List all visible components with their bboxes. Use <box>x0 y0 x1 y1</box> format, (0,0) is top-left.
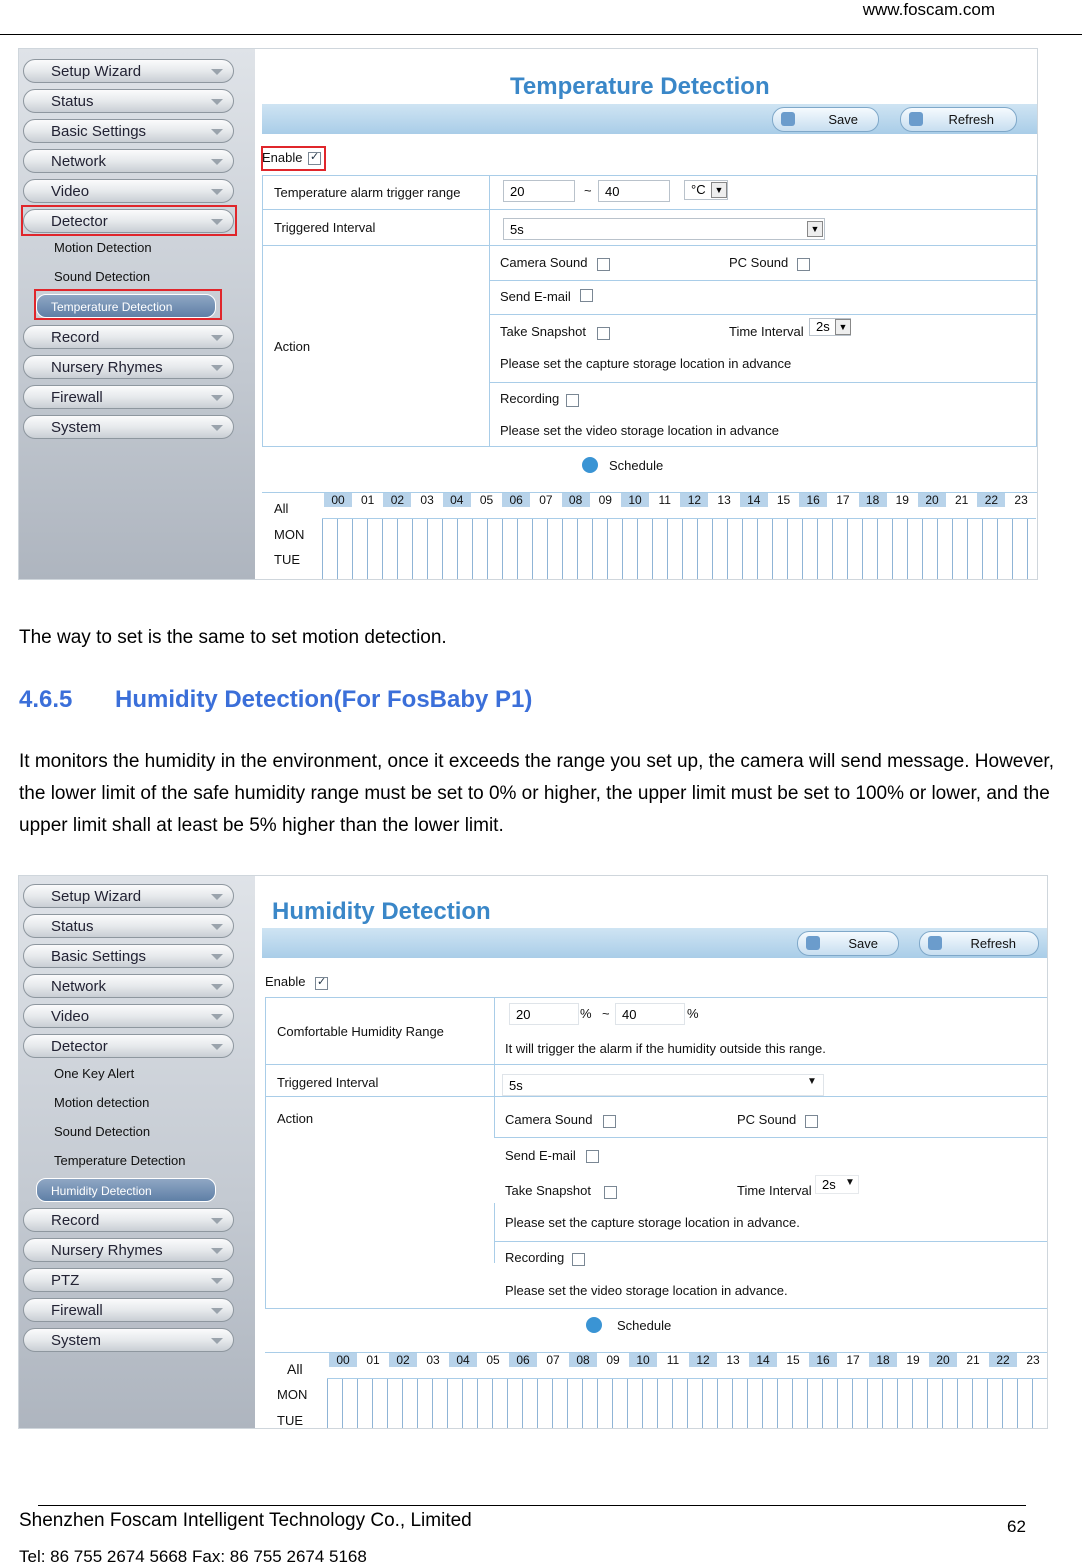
save-icon <box>806 936 820 950</box>
menu-nursery-rhymes[interactable] <box>23 1238 234 1262</box>
menu-label: Nursery Rhymes <box>51 1242 163 1259</box>
menu-basic-settings[interactable] <box>23 119 234 143</box>
schedule-hour[interactable]: 11 <box>658 493 671 507</box>
header-url: www.foscam.com <box>862 0 995 19</box>
footer-contact: Tel: 86 755 2674 5668 Fax: 86 755 2674 5168 <box>19 1547 367 1566</box>
range-low-input[interactable]: 20 <box>509 1003 579 1025</box>
page-number: 62 <box>1007 1517 1026 1536</box>
humidity-detection-screenshot <box>18 875 1048 1429</box>
schedule-hour[interactable]: 00 <box>324 493 352 507</box>
refresh-button[interactable] <box>919 931 1039 956</box>
range-separator: ~ <box>584 183 592 198</box>
schedule-hour[interactable]: 21 <box>955 493 969 507</box>
highlight-enable <box>261 146 326 171</box>
section-heading <box>19 686 532 714</box>
recording-checkbox[interactable] <box>566 394 579 407</box>
chevron-down-icon <box>211 1278 223 1284</box>
chevron-down-icon <box>211 924 223 930</box>
camera-sound-checkbox[interactable] <box>603 1115 616 1128</box>
submenu-sound-detection[interactable]: Sound Detection <box>54 269 151 284</box>
camera-sound-label: Camera Sound <box>500 255 588 270</box>
section-title: Humidity Detection(For FosBaby P1) <box>115 686 533 713</box>
schedule-day[interactable]: TUE <box>274 552 300 567</box>
main-panel <box>262 876 1047 1428</box>
save-button[interactable] <box>772 107 879 132</box>
humidity-range-label: Comfortable Humidity Range <box>277 1024 444 1039</box>
chevron-down-icon <box>211 984 223 990</box>
footer-rule <box>38 1505 1026 1506</box>
menu-label: Basic Settings <box>51 948 147 965</box>
menu-label: Detector <box>51 213 108 230</box>
schedule-hour[interactable]: 00 <box>329 1353 357 1367</box>
chevron-down-icon <box>211 159 223 165</box>
interval-select[interactable]: 5s <box>502 1074 824 1096</box>
chevron-down-icon[interactable]: ▼ <box>835 319 851 335</box>
row-divider <box>489 382 1037 383</box>
menu-label: Setup Wizard <box>51 888 142 905</box>
triggered-interval-label: Triggered Interval <box>277 1075 379 1090</box>
pc-sound-label: PC Sound <box>737 1112 797 1127</box>
menu-network[interactable] <box>23 974 234 998</box>
recording-label: Recording <box>505 1250 565 1265</box>
schedule-grid[interactable] <box>327 1378 1047 1429</box>
schedule-hour[interactable]: 16 <box>799 493 827 507</box>
page-title: Humidity Detection <box>272 898 491 925</box>
schedule-hour[interactable]: 05 <box>479 493 494 507</box>
time-interval-value: 2s <box>822 1177 836 1192</box>
schedule-hour[interactable]: 20 <box>918 493 946 507</box>
pc-sound-checkbox[interactable] <box>805 1115 818 1128</box>
chevron-down-icon <box>211 69 223 75</box>
schedule-icon <box>586 1317 602 1333</box>
temperature-range-label: Temperature alarm trigger range <box>274 185 461 200</box>
submenu-temperature-detection[interactable]: Temperature Detection <box>36 294 216 318</box>
submenu-humidity-detection[interactable]: Humidity Detection <box>36 1178 216 1202</box>
menu-label: Detector <box>51 1038 108 1055</box>
schedule-hour[interactable]: 17 <box>846 1353 860 1367</box>
time-interval-label: Time Interval <box>737 1183 812 1198</box>
schedule-hour[interactable]: 22 <box>977 493 1005 507</box>
camera-sound-label: Camera Sound <box>505 1112 593 1127</box>
menu-label: PTZ <box>51 1272 80 1289</box>
schedule-day[interactable]: MON <box>277 1387 308 1402</box>
menu-network[interactable] <box>23 149 234 173</box>
menu-label: Basic Settings <box>51 123 147 140</box>
schedule-hour[interactable]: 14 <box>740 493 768 507</box>
toolbar <box>262 928 1047 958</box>
save-label: Save <box>848 936 878 951</box>
schedule-hour[interactable]: 08 <box>569 1353 597 1367</box>
submenu-temperature-detection[interactable]: Temperature Detection <box>54 1153 186 1168</box>
menu-status[interactable] <box>23 914 234 938</box>
schedule-icon <box>582 457 598 473</box>
take-snapshot-checkbox[interactable] <box>604 1186 617 1199</box>
chevron-down-icon <box>211 365 223 371</box>
row-divider <box>262 209 1037 210</box>
chevron-down-icon <box>211 189 223 195</box>
schedule-hour[interactable]: 13 <box>726 1353 740 1367</box>
menu-video[interactable] <box>23 179 234 203</box>
range-note: It will trigger the alarm if the humidity outside this range. <box>505 1041 826 1056</box>
submenu-motion-detection[interactable]: Motion Detection <box>54 240 152 255</box>
menu-label: Status <box>51 918 94 935</box>
schedule-hour[interactable]: 08 <box>562 493 590 507</box>
submenu-one-key-alert[interactable]: One Key Alert <box>54 1066 135 1081</box>
send-email-checkbox[interactable] <box>586 1150 599 1163</box>
schedule-hour[interactable]: 22 <box>989 1353 1017 1367</box>
menu-label: System <box>51 1332 102 1349</box>
pc-sound-checkbox[interactable] <box>797 258 810 271</box>
chevron-down-icon[interactable]: ▼ <box>807 221 823 237</box>
schedule-hour[interactable]: 12 <box>680 493 708 507</box>
menu-setup-wizard[interactable] <box>23 884 234 908</box>
chevron-down-icon <box>211 894 223 900</box>
range-separator: ~ <box>602 1006 610 1021</box>
schedule-hour[interactable]: 19 <box>906 1353 920 1367</box>
section-number: 4.6.5 <box>19 686 73 713</box>
snapshot-note: Please set the capture storage location in advance. <box>505 1215 800 1230</box>
range-low-input[interactable]: 20 <box>503 180 575 202</box>
schedule-all[interactable]: All <box>287 1361 303 1377</box>
chevron-down-icon <box>211 129 223 135</box>
highlight-detector <box>21 205 237 236</box>
camera-sound-checkbox[interactable] <box>597 258 610 271</box>
settings-table <box>262 175 1037 447</box>
chevron-down-icon[interactable]: ▼ <box>711 182 727 198</box>
recording-note: Please set the video storage location in advance. <box>505 1283 788 1298</box>
menu-label: Setup Wizard <box>51 63 142 80</box>
row-divider <box>489 280 1037 281</box>
percent-sign: % <box>580 1006 592 1021</box>
schedule-hour[interactable]: 20 <box>929 1353 957 1367</box>
schedule-hour[interactable]: 04 <box>449 1353 477 1367</box>
row-divider <box>265 1064 1048 1065</box>
schedule-hour[interactable]: 07 <box>546 1353 560 1367</box>
schedule-grid[interactable] <box>322 518 1036 580</box>
schedule-hour[interactable]: 18 <box>859 493 887 507</box>
menu-label: Firewall <box>51 389 103 406</box>
paragraph: It monitors the humidity in the environment, once it exceeds the range you set up, the camera will send message. However, the lower limit of the safe humidity range must be set to 0% or higher, the upper limit must be set to 100% or lower, and the upper limit shall at least be 5% higher than the lower limit. <box>19 751 1054 836</box>
schedule-hour[interactable]: 09 <box>598 493 612 507</box>
schedule-hour[interactable]: 01 <box>366 1353 380 1367</box>
col-divider <box>494 1203 495 1263</box>
take-snapshot-label: Take Snapshot <box>500 324 587 339</box>
row-divider <box>262 245 1037 246</box>
schedule-hour[interactable]: 10 <box>621 493 649 507</box>
take-snapshot-label: Take Snapshot <box>505 1183 592 1198</box>
schedule-hour[interactable]: 02 <box>383 493 411 507</box>
schedule-day[interactable]: TUE <box>277 1413 303 1428</box>
refresh-label: Refresh <box>948 112 994 127</box>
schedule-all[interactable]: All <box>274 501 289 516</box>
chevron-down-icon <box>211 1044 223 1050</box>
menu-firewall[interactable] <box>23 385 234 409</box>
schedule-hour[interactable]: 07 <box>539 493 553 507</box>
row-divider <box>494 1241 1048 1242</box>
schedule-hour[interactable]: 10 <box>629 1353 657 1367</box>
schedule-label: Schedule <box>609 458 664 473</box>
chevron-down-icon <box>211 99 223 105</box>
refresh-icon <box>928 936 942 950</box>
menu-label: Firewall <box>51 1302 103 1319</box>
chevron-down-icon <box>211 1248 223 1254</box>
schedule-hour[interactable]: 23 <box>1014 493 1028 507</box>
triggered-interval-label: Triggered Interval <box>274 220 376 235</box>
menu-status[interactable] <box>23 89 234 113</box>
menu-system[interactable] <box>23 415 234 439</box>
row-divider <box>489 314 1037 315</box>
chevron-down-icon[interactable]: ▼ <box>845 1177 855 1188</box>
col-divider <box>489 175 490 447</box>
time-interval-value: 2s <box>816 319 830 334</box>
col-divider <box>494 997 495 1137</box>
pc-sound-label: PC Sound <box>729 255 789 270</box>
menu-label: Record <box>51 329 100 346</box>
menu-label: Nursery Rhymes <box>51 359 163 376</box>
action-label: Action <box>277 1111 314 1126</box>
menu-label: Record <box>51 1212 100 1229</box>
footer-company: Shenzhen Foscam Intelligent Technology Co., Limited <box>19 1510 472 1531</box>
schedule-hour[interactable]: 04 <box>443 493 471 507</box>
sidebar <box>19 876 255 1428</box>
save-button[interactable] <box>797 931 899 956</box>
menu-video[interactable] <box>23 1004 234 1028</box>
percent-sign: % <box>687 1006 699 1021</box>
schedule-hour[interactable]: 15 <box>776 493 791 507</box>
send-email-label: Send E-mail <box>505 1148 576 1163</box>
refresh-label: Refresh <box>970 936 1016 951</box>
range-high-input[interactable]: 40 <box>598 180 670 202</box>
send-email-label: Send E-mail <box>500 289 571 304</box>
take-snapshot-checkbox[interactable] <box>597 327 610 340</box>
menu-label: Video <box>51 1008 90 1025</box>
page-title: Temperature Detection <box>510 73 770 100</box>
menu-label: Network <box>51 978 107 995</box>
row-divider <box>494 1137 1048 1138</box>
schedule-label: Schedule <box>617 1318 672 1333</box>
menu-label: System <box>51 419 102 436</box>
schedule-hour[interactable]: 06 <box>509 1353 537 1367</box>
chevron-down-icon[interactable]: ▼ <box>807 1076 817 1087</box>
menu-label: Video <box>51 183 90 200</box>
recording-checkbox[interactable] <box>572 1253 585 1266</box>
menu-label: Network <box>51 153 107 170</box>
schedule-hour[interactable]: 15 <box>786 1353 800 1367</box>
main-panel <box>262 49 1037 579</box>
schedule-hour[interactable]: 02 <box>389 1353 417 1367</box>
chevron-down-icon <box>211 1218 223 1224</box>
chevron-down-icon <box>211 425 223 431</box>
schedule-hour[interactable]: 17 <box>836 493 850 507</box>
schedule-hour[interactable]: 13 <box>717 493 731 507</box>
unit-value: °C <box>691 182 706 197</box>
chevron-down-icon <box>211 1338 223 1344</box>
refresh-icon <box>909 112 923 126</box>
chevron-down-icon <box>211 395 223 401</box>
schedule-hour[interactable]: 03 <box>420 493 434 507</box>
schedule-hour[interactable]: 23 <box>1026 1353 1040 1367</box>
schedule-hour[interactable]: 19 <box>895 493 909 507</box>
enable-checkbox[interactable] <box>315 977 328 990</box>
chevron-down-icon <box>211 335 223 341</box>
schedule-hour[interactable]: 12 <box>689 1353 717 1367</box>
recording-label: Recording <box>500 391 560 406</box>
sidebar <box>19 49 255 579</box>
row-divider <box>265 1096 1048 1097</box>
menu-detector[interactable] <box>23 1034 234 1058</box>
schedule-hour[interactable]: 11 <box>666 1353 680 1367</box>
chevron-down-icon <box>211 954 223 960</box>
schedule-hour[interactable]: 18 <box>869 1353 897 1367</box>
schedule-hour[interactable]: 16 <box>809 1353 837 1367</box>
enable-label: Enable <box>265 974 306 989</box>
schedule-day[interactable]: MON <box>274 527 305 542</box>
chevron-down-icon <box>211 1308 223 1314</box>
time-interval-label: Time Interval <box>729 324 804 339</box>
save-label: Save <box>828 112 858 127</box>
temperature-detection-screenshot <box>18 48 1038 580</box>
refresh-button[interactable] <box>900 107 1017 132</box>
schedule-hour[interactable]: 21 <box>966 1353 980 1367</box>
action-label: Action <box>274 339 311 354</box>
save-icon <box>781 112 795 126</box>
schedule-hour[interactable]: 05 <box>486 1353 500 1367</box>
menu-system[interactable] <box>23 1328 234 1352</box>
menu-record[interactable] <box>23 325 234 349</box>
menu-label: Status <box>51 93 94 110</box>
schedule-hour[interactable]: 03 <box>426 1353 440 1367</box>
header-rule <box>0 34 1082 35</box>
schedule-hour[interactable]: 01 <box>361 493 375 507</box>
interval-select[interactable]: 5s <box>503 218 825 240</box>
recording-note: Please set the video storage location in advance <box>500 423 779 438</box>
snapshot-note: Please set the capture storage location in advance <box>500 356 792 371</box>
paragraph: The way to set is the same to set motion detection. <box>19 627 447 648</box>
toolbar <box>262 104 1037 134</box>
menu-basic-settings[interactable] <box>23 944 234 968</box>
highlight-temperature-detection <box>34 289 222 320</box>
enable-label: Enable <box>262 150 303 165</box>
menu-firewall[interactable] <box>23 1298 234 1322</box>
menu-record[interactable] <box>23 1208 234 1232</box>
schedule-hour[interactable]: 09 <box>606 1353 620 1367</box>
send-email-checkbox[interactable] <box>580 289 593 302</box>
menu-ptz[interactable] <box>23 1268 234 1292</box>
schedule-hour[interactable]: 06 <box>502 493 530 507</box>
range-high-input[interactable]: 40 <box>615 1003 685 1025</box>
menu-nursery-rhymes[interactable] <box>23 355 234 379</box>
schedule-hour[interactable]: 14 <box>749 1353 777 1367</box>
chevron-down-icon <box>211 1014 223 1020</box>
submenu-sound-detection[interactable]: Sound Detection <box>54 1124 151 1139</box>
menu-setup-wizard[interactable] <box>23 59 234 83</box>
submenu-motion-detection[interactable]: Motion detection <box>54 1095 150 1110</box>
